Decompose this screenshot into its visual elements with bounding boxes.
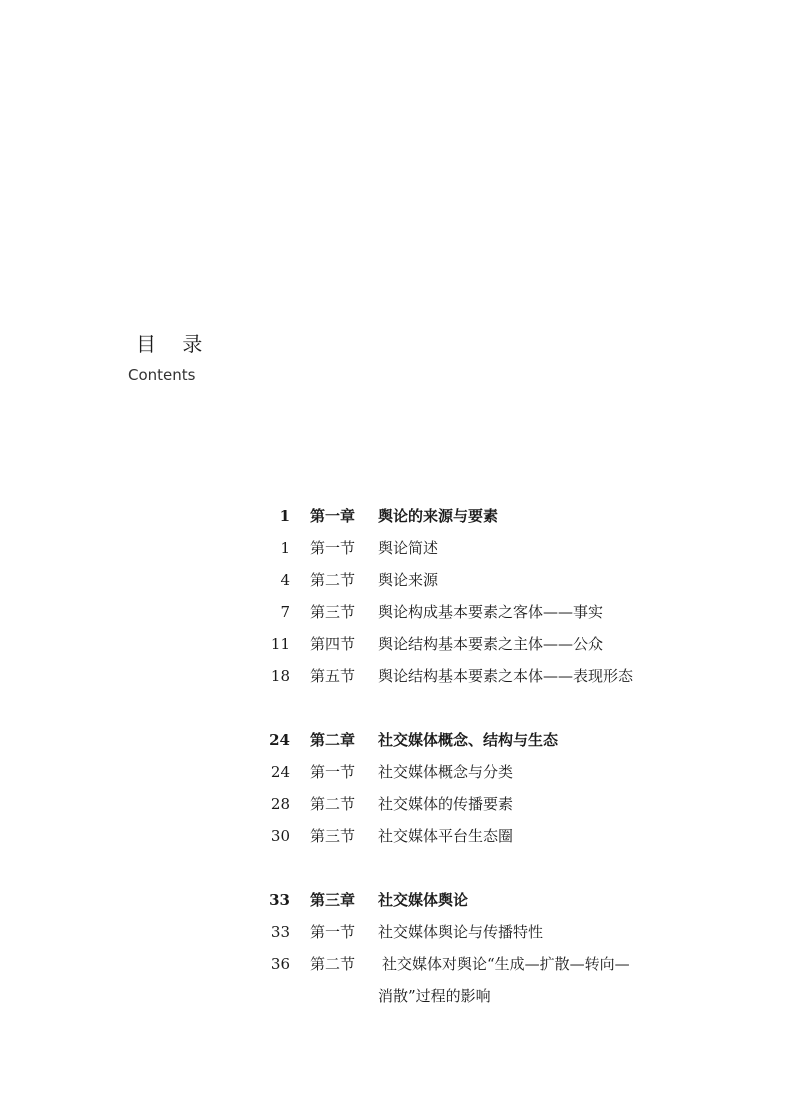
section-title: 舆论结构基本要素之主体——公众 (378, 635, 604, 653)
chapter-block (250, 724, 750, 852)
chapter-title: 社交媒体舆论 (378, 891, 469, 909)
toc-title: 目 录 (136, 332, 213, 356)
section-title: 舆论简述 (378, 539, 439, 557)
section-title: 社交媒体概念与分类 (378, 763, 514, 781)
page-number: 24 (269, 731, 290, 749)
section-entry[interactable] (250, 948, 750, 980)
section-title: 舆论来源 (378, 571, 439, 589)
page-number: 4 (280, 571, 290, 589)
section-entry[interactable] (250, 660, 750, 692)
section-title: 社交媒体对舆论“生成—扩散—转向— (382, 955, 630, 973)
chapter-entry[interactable] (250, 884, 750, 916)
page-number: 33 (270, 923, 290, 941)
section-entry[interactable] (250, 628, 750, 660)
section-entry[interactable] (250, 596, 750, 628)
page-number: 28 (270, 795, 290, 813)
section-title: 社交媒体平台生态圈 (378, 827, 514, 845)
section-title: 社交媒体舆论与传播特性 (378, 923, 544, 941)
page-number: 18 (270, 667, 290, 685)
section-label: 第三节 (310, 827, 356, 845)
page-number: 1 (280, 539, 290, 557)
section-title-continuation: 消散”过程的影响 (378, 987, 491, 1005)
chapter-entry[interactable] (250, 724, 750, 756)
page-number: 36 (270, 955, 290, 973)
section-title: 社交媒体的传播要素 (378, 795, 514, 813)
chapter-label: 第三章 (310, 891, 356, 909)
page-number: 33 (269, 891, 290, 909)
section-label: 第二节 (310, 795, 356, 813)
chapter-label: 第二章 (310, 731, 356, 749)
page-number: 7 (280, 603, 290, 621)
section-label: 第四节 (310, 635, 356, 653)
section-entry[interactable] (250, 788, 750, 820)
section-entry[interactable] (250, 820, 750, 852)
section-label: 第一节 (310, 539, 356, 557)
section-label: 第五节 (310, 667, 356, 685)
section-label: 第二节 (310, 955, 356, 973)
page-number: 11 (270, 635, 290, 653)
section-label: 第一节 (310, 923, 356, 941)
chapter-block (250, 884, 750, 1012)
toc-subtitle: Contents (128, 366, 196, 384)
section-entry[interactable] (250, 916, 750, 948)
chapter-entry[interactable] (250, 500, 750, 532)
section-label: 第二节 (310, 571, 356, 589)
chapter-label: 第一章 (310, 507, 356, 525)
section-label: 第一节 (310, 763, 356, 781)
page-number: 1 (279, 507, 290, 525)
chapter-title: 社交媒体概念、结构与生态 (378, 731, 559, 749)
chapter-title: 舆论的来源与要素 (378, 507, 499, 525)
chapter-block (250, 500, 750, 692)
section-label: 第三节 (310, 603, 356, 621)
section-title: 舆论构成基本要素之客体——事实 (378, 603, 604, 621)
section-entry[interactable] (250, 532, 750, 564)
section-title: 舆论结构基本要素之本体——表现形态 (378, 667, 634, 685)
section-title-continuation-row (250, 980, 750, 1012)
page-number: 30 (270, 827, 290, 845)
section-entry[interactable] (250, 756, 750, 788)
section-entry[interactable] (250, 564, 750, 596)
page-number: 24 (270, 763, 290, 781)
table-of-contents (250, 500, 750, 1044)
